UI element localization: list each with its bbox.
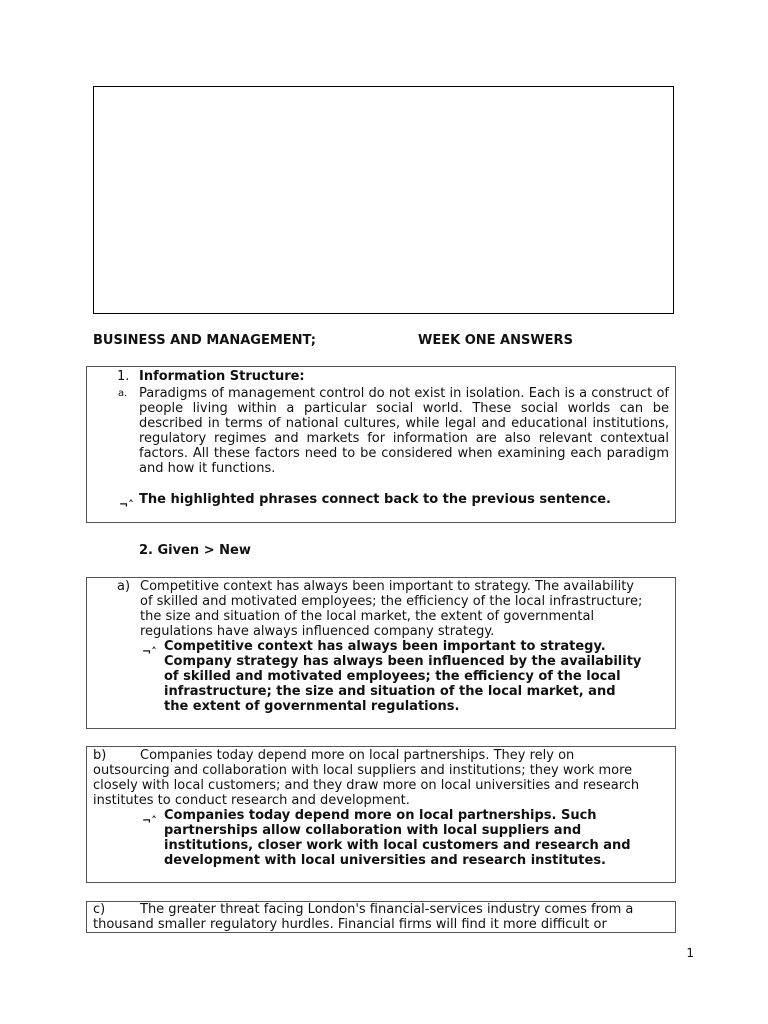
item-a-marker: a. bbox=[118, 388, 128, 399]
box-b-answer-line: development with local universities and research institutes. bbox=[164, 853, 606, 868]
box-a-line: the size and situation of the local market, the extent of governmental bbox=[140, 609, 595, 624]
box-b-line: outsourcing and collaboration with local suppliers and institutions; they work more bbox=[93, 763, 633, 778]
box-b-line: institutes to conduct research and development. bbox=[93, 793, 410, 808]
box-b-line: closely with local customers; and they draw more on local universities and research bbox=[93, 778, 640, 793]
week-title: WEEK ONE ANSWERS bbox=[418, 333, 573, 348]
box-c bbox=[86, 901, 676, 933]
box-a bbox=[86, 577, 676, 729]
arrow-bullet-icon: ¬˄ bbox=[142, 645, 157, 658]
section-1-paragraph: Paradigms of management control do not exist in isolation. Each is a construct of people living within a particular social world. These social worlds can be described in terms of national cultures, while legal and educational institutions, regulatory regimes and markets for information are also relevant contextual factors. All these factors need to be considered when examining each paradigm and how it functions. bbox=[139, 386, 669, 476]
box-b-marker: b) bbox=[93, 748, 107, 763]
box-a-line: Competitive context has always been important to strategy. The availability bbox=[140, 579, 634, 594]
section-1-title: Information Structure: bbox=[139, 369, 305, 384]
box-a-line: regulations have always influenced company strategy. bbox=[140, 624, 495, 639]
section-1-number: 1. bbox=[117, 369, 130, 384]
box-a-answer-line: of skilled and motivated employees; the efficiency of the local bbox=[164, 669, 621, 684]
box-a-marker: a) bbox=[117, 579, 131, 594]
section-2-heading: 2. Given > New bbox=[139, 543, 251, 558]
box-a-answer-line: the extent of governmental regulations. bbox=[164, 699, 460, 714]
box-c-marker: c) bbox=[93, 902, 106, 917]
section-1-box bbox=[86, 366, 676, 523]
box-b bbox=[86, 746, 676, 883]
box-c-line: thousand smaller regulatory hurdles. Financial firms will find it more difficult or bbox=[93, 917, 607, 932]
box-b-line: Companies today depend more on local partnerships. They rely on bbox=[140, 748, 575, 763]
arrow-bullet-icon: ¬˄ bbox=[119, 498, 134, 511]
box-a-answer-line: infrastructure; the size and situation of the local market, and bbox=[164, 684, 616, 699]
box-a-line: of skilled and motivated employees; the efficiency of the local infrastructure; bbox=[140, 594, 643, 609]
box-b-answer-line: Companies today depend more on local partnerships. Such bbox=[164, 808, 597, 823]
box-b-answer-line: partnerships allow collaboration with local suppliers and bbox=[164, 823, 582, 838]
course-title: BUSINESS AND MANAGEMENT; bbox=[93, 333, 316, 348]
box-b-answer-line: institutions, closer work with local customers and research and bbox=[164, 838, 631, 853]
page-number: 1 bbox=[686, 946, 694, 960]
box-a-answer-line: Company strategy has always been influenced by the availability bbox=[164, 654, 642, 669]
box-a-answer-line: Competitive context has always been important to strategy. bbox=[164, 639, 606, 654]
section-1-note: The highlighted phrases connect back to the previous sentence. bbox=[139, 492, 611, 507]
arrow-bullet-icon: ¬˄ bbox=[142, 814, 157, 827]
box-c-line: The greater threat facing London's financial-services industry comes from a bbox=[140, 902, 634, 917]
image-placeholder-box bbox=[93, 86, 674, 314]
